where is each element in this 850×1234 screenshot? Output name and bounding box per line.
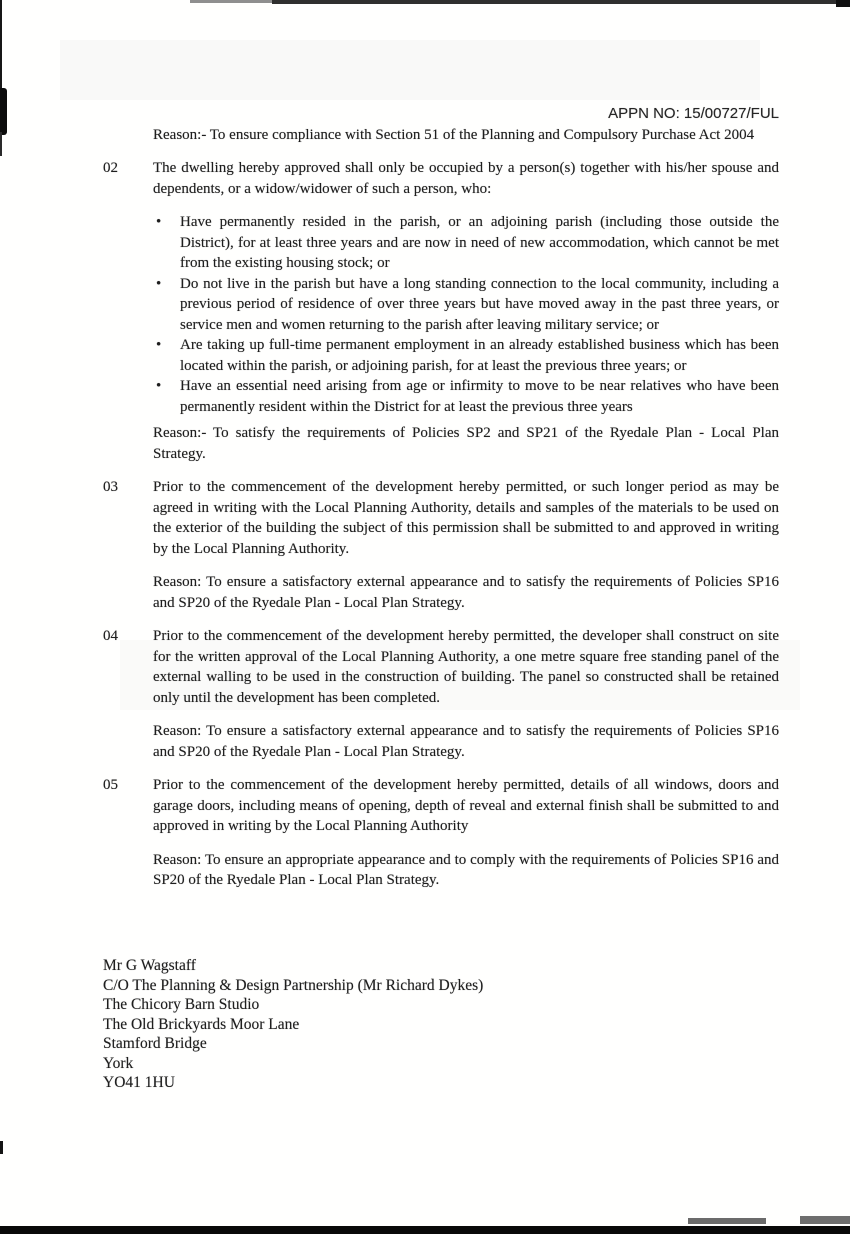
condition-reason: Reason: To ensure a satisfactory external appearance and to satisfy the requirements of Policies SP16 and SP20 of the Ryedale Plan - Local Plan Strategy. [153, 574, 779, 611]
recipient-address [103, 956, 483, 1093]
occupancy-criteria-list [153, 212, 779, 417]
scan-artifact-top-right [836, 0, 850, 7]
condition-text: Prior to the commencement of the development hereby permitted, the developer shall construct on site for the written approval of the Local Planning Authority, a one metre square free standing panel of the external walling to be used in the construction of building. The panel so constructed shall be retained only until the development has been completed. [153, 628, 779, 706]
bullet-item: • Are taking up full-time permanent employment in an already established business which has been located within the parish, or adjoining parish, for at least the previous three years; or [153, 335, 779, 376]
condition-number: 05 [103, 777, 118, 793]
scan-artifact-left-edge-line [0, 0, 2, 98]
condition-04 [103, 626, 779, 762]
scan-artifact-left-edge-blob [0, 88, 7, 135]
condition-text: The dwelling hereby approved shall only be occupied by a person(s) together with his/her spouse and dependents, or a widow/widower of such a person, who: [153, 160, 779, 197]
condition-number: 04 [103, 628, 118, 644]
scan-artifact-bottom-noise [688, 1218, 766, 1224]
scan-artifact-top-bar-dark [272, 0, 838, 4]
condition-number: 03 [103, 479, 118, 495]
bullet-item: • Do not live in the parish but have a long standing connection to the local community, including a previous period of residence of over three years but have moved away in the past three years, or service men and women returning to the parish after leaving military service; or [153, 274, 779, 336]
condition-body [153, 158, 779, 464]
address-line: YO41 1HU [103, 1074, 175, 1091]
application-number: APPN NO: 15/00727/FUL [608, 105, 779, 122]
scan-artifact-top-bar-gray [190, 0, 272, 3]
condition-text: Prior to the commencement of the development hereby permitted, details of all windows, doors and garage doors, including means of opening, depth of reveal and external finish shall be submitted to and approved in writing by the Local Planning Authority [153, 777, 779, 834]
condition-05 [103, 775, 779, 891]
bullet-item: • Have an essential need arising from age or infirmity to move to be near relatives who have been permanently resident within the District for at least the previous three years [153, 376, 779, 417]
bullet-item: • Have permanently resided in the parish, or an adjoining parish (including those outside the District), for at least three years and are now in need of new accommodation, which cannot be met from the existing housing stock; or [153, 212, 779, 274]
scan-artifact-bottom-bar [0, 1226, 850, 1234]
address-line: The Old Brickyards Moor Lane [103, 1015, 300, 1033]
address-line: The Chicory Barn Studio [103, 996, 260, 1013]
scan-smudge [60, 40, 760, 100]
address-line: Mr G Wagstaff [103, 957, 196, 974]
intro-reason-paragraph: Reason:- To ensure compliance with Section 51 of the Planning and Compulsory Purchase Act 2004 [153, 126, 755, 143]
condition-number: 02 [103, 160, 118, 176]
condition-03 [103, 477, 779, 613]
scan-artifact-bottom-noise [800, 1216, 850, 1224]
condition-02 [103, 158, 779, 464]
condition-reason: Reason:- To satisfy the requirements of Policies SP2 and SP21 of the Ryedale Plan - Local Plan Strategy. [153, 425, 779, 462]
scan-artifact-left-edge-line [0, 132, 2, 156]
condition-body [153, 626, 779, 762]
scan-artifact-left-edge-mark [0, 1141, 3, 1154]
condition-body [153, 775, 779, 891]
document-body [103, 104, 779, 891]
condition-body [153, 477, 779, 613]
address-line: Stamford Bridge [103, 1035, 207, 1052]
condition-reason: Reason: To ensure a satisfactory external appearance and to satisfy the requirements of Policies SP16 and SP20 of the Ryedale Plan - Local Plan Strategy. [153, 723, 779, 760]
address-line: York [103, 1054, 134, 1072]
condition-reason: Reason: To ensure an appropriate appearance and to comply with the requirements of Policies SP16 and SP20 of the Ryedale Plan - Local Plan Strategy. [153, 851, 779, 888]
address-line: C/O The Planning & Design Partnership (Mr Richard Dykes) [103, 976, 484, 994]
condition-text: Prior to the commencement of the development hereby permitted, or such longer period as may be agreed in writing with the Local Planning Authority, details and samples of the materials to be used on the exterior of the building the subject of this permission shall be submitted to and approved in writing by the Local Planning Authority. [153, 479, 779, 557]
